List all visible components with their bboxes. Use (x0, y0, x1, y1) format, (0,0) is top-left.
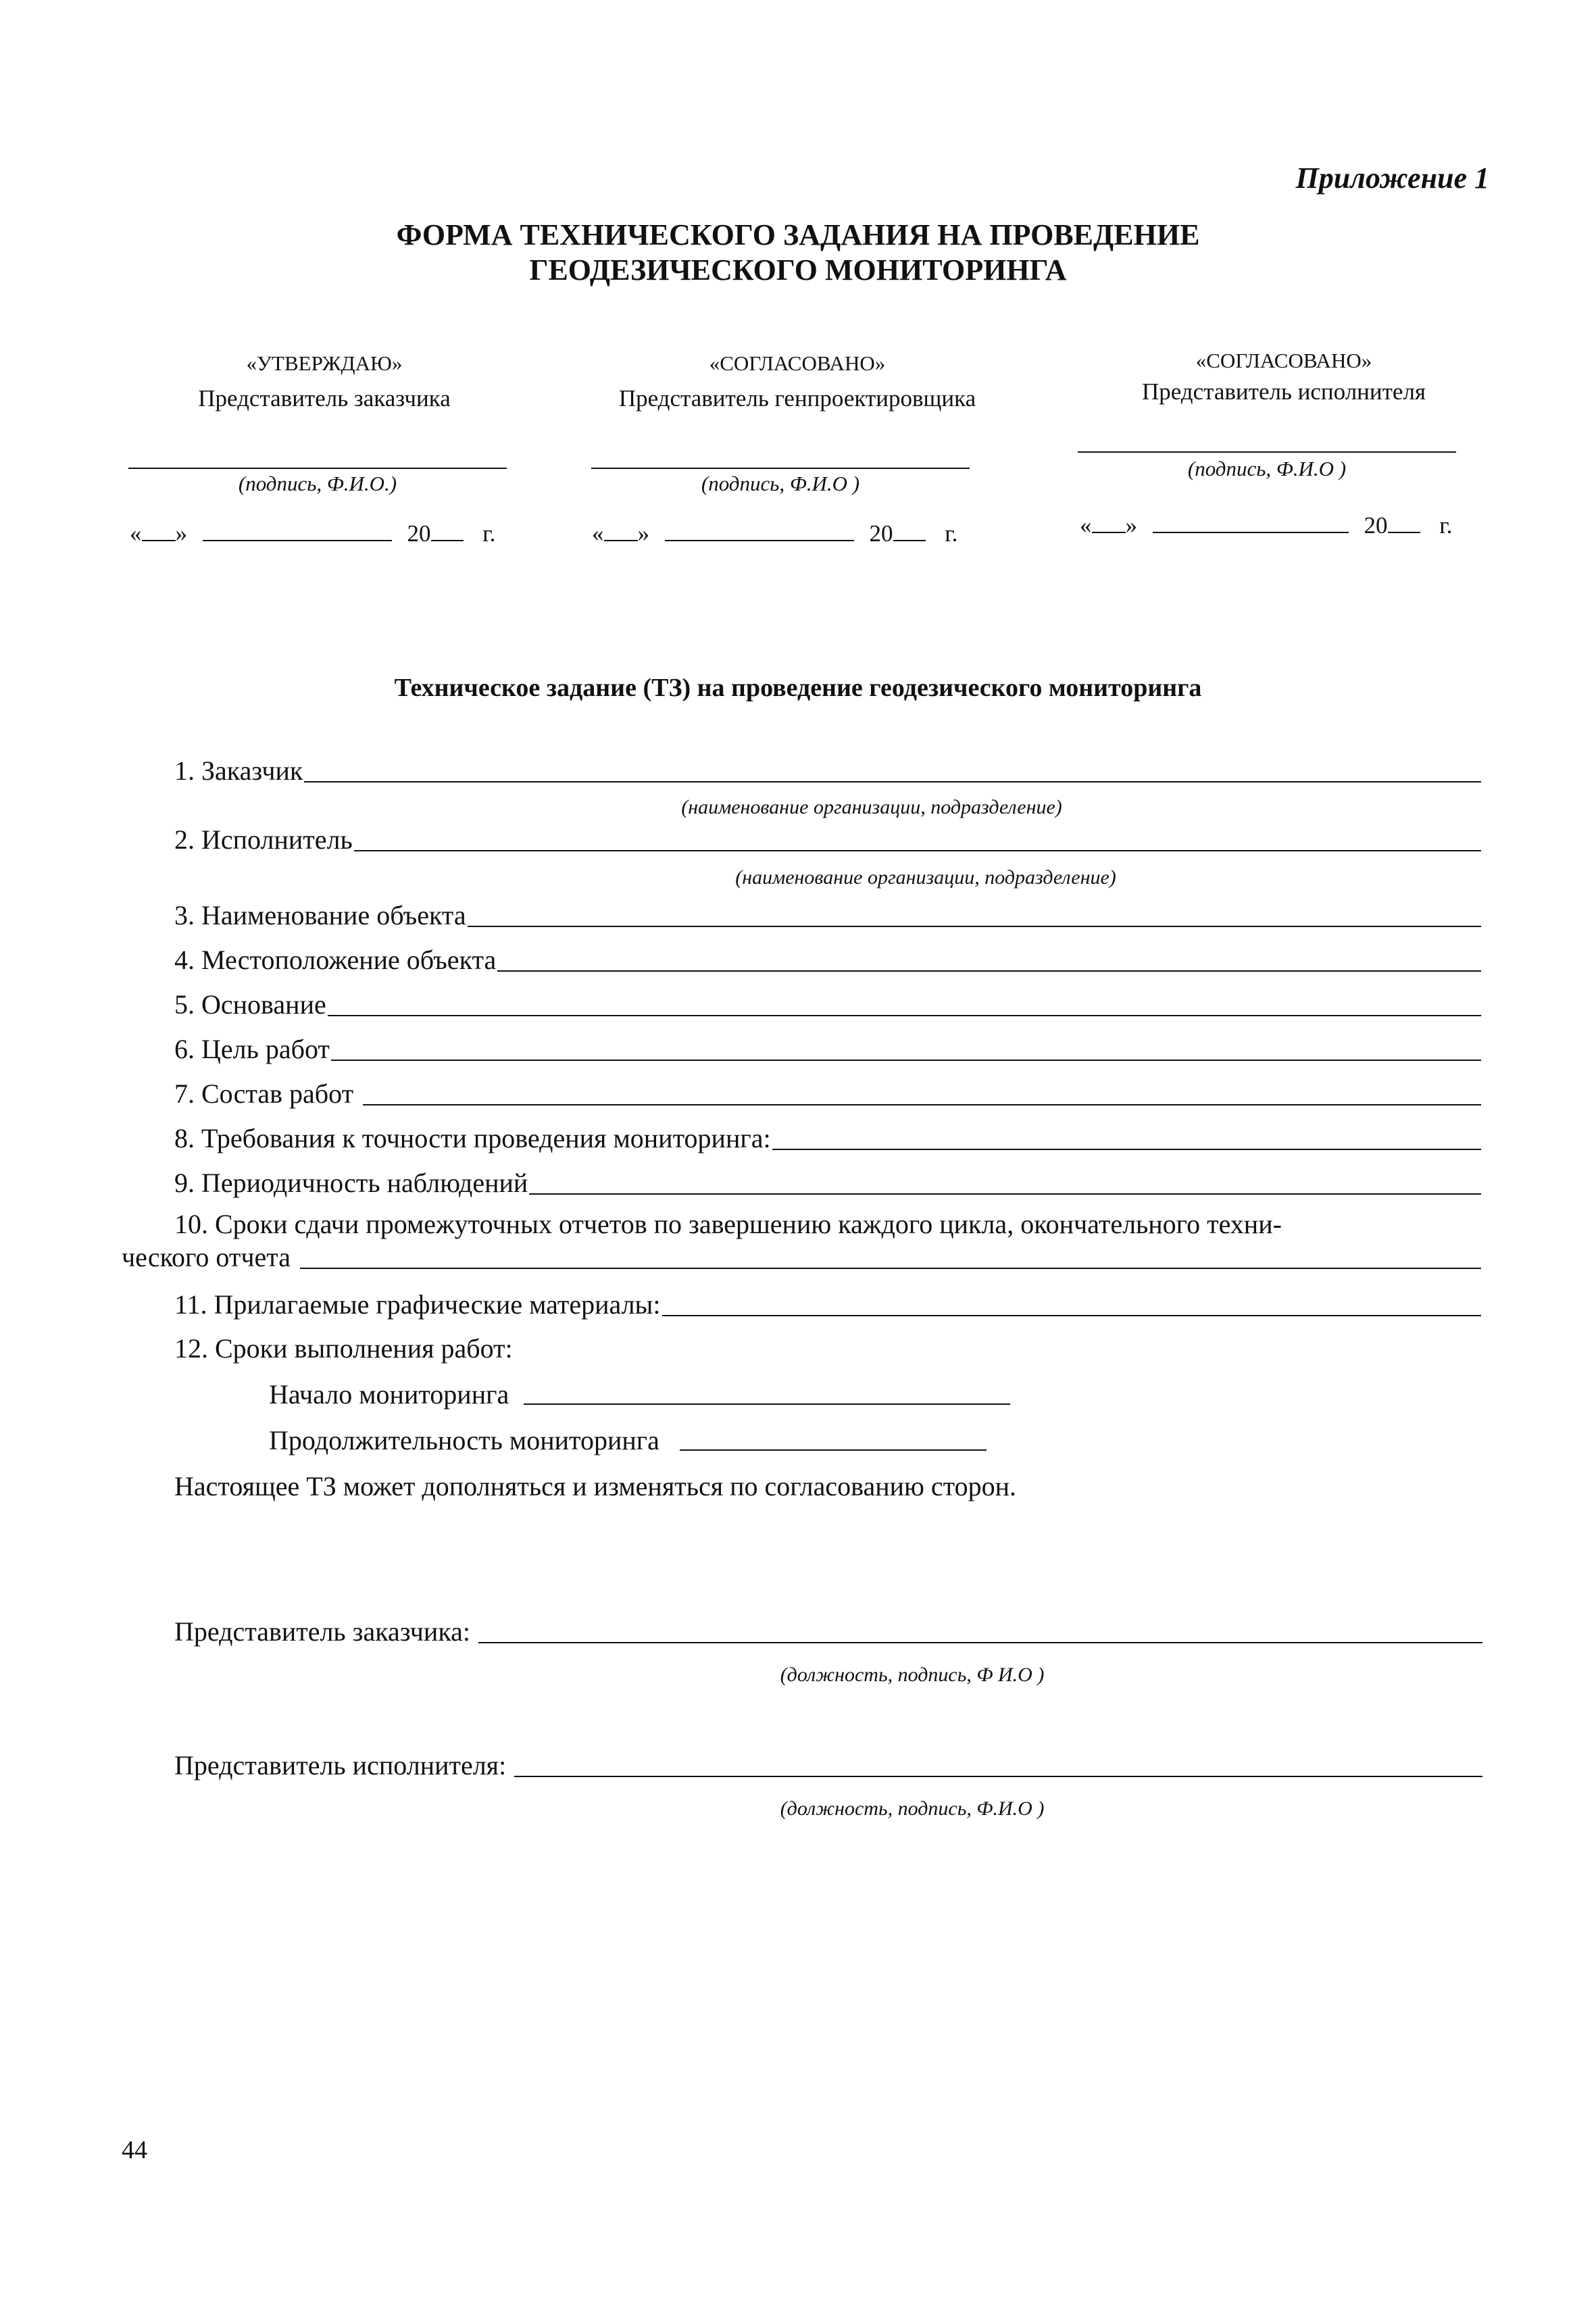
approval-head: «УТВЕРЖДАЮ» (246, 351, 403, 375)
field-label: Начало мониторинга (269, 1379, 509, 1410)
field-deadlines[interactable] (122, 1242, 1481, 1273)
signature-caption: (подпись, Ф.И.О ) (1187, 457, 1347, 480)
signature-caption: (подпись, Ф.И.О ) (701, 472, 860, 495)
approval-date-executor[interactable] (1080, 512, 1452, 539)
day-blank[interactable] (604, 522, 638, 541)
approval-customer (122, 351, 527, 412)
signature-hint: (должность, подпись, Ф И.О ) (780, 1664, 1045, 1686)
field-label: 4. Местоположение объекта (174, 945, 497, 975)
signature-customer[interactable] (174, 1616, 1482, 1647)
signature-line[interactable] (591, 468, 970, 469)
signature-line[interactable] (514, 1776, 1482, 1777)
field-duration[interactable] (269, 1424, 987, 1456)
tz-subtitle: Техническое задание (ТЗ) на проведение геодезического мониторинга (394, 674, 1202, 702)
approval-date-customer[interactable] (130, 520, 495, 547)
month-blank[interactable] (665, 522, 854, 541)
field-label: 1. Заказчик (174, 755, 303, 786)
page-number: 44 (122, 2136, 147, 2164)
field-terms-label: 12. Сроки выполнения работ: (174, 1333, 513, 1364)
approval-role: Представитель генпроектировщика (618, 385, 976, 412)
quote-open: « (592, 520, 604, 547)
field-accuracy[interactable] (174, 1123, 1481, 1154)
year-suffix: г. (945, 520, 958, 547)
month-blank[interactable] (1153, 514, 1349, 533)
field-deadlines-label: 10. Сроки сдачи промежуточных отчетов по завершению каждого цикла, окончательного техни- (174, 1209, 1282, 1239)
signature-label: Представитель заказчика: (174, 1616, 471, 1647)
year-prefix: 20 (869, 520, 893, 547)
quote-open: « (1080, 512, 1092, 539)
field-line[interactable] (524, 1403, 1010, 1405)
field-periodicity[interactable] (174, 1168, 1481, 1199)
field-object-location[interactable] (174, 945, 1481, 976)
approval-head: «СОГЛАСОВАНО» (709, 351, 886, 375)
day-blank[interactable] (142, 522, 176, 541)
field-label: 7. Состав работ (174, 1078, 354, 1109)
field-line[interactable] (300, 1268, 1481, 1269)
year-prefix: 20 (407, 520, 431, 547)
year-blank[interactable] (431, 522, 464, 541)
approval-date-general-designer[interactable] (592, 520, 957, 547)
field-line[interactable] (304, 781, 1481, 782)
field-goal[interactable] (174, 1034, 1481, 1065)
field-hint: (наименование организации, подразделение) (681, 796, 1062, 818)
signature-line[interactable] (478, 1642, 1482, 1643)
amendment-note: Настоящее ТЗ может дополняться и изменяться по согласованию сторон. (174, 1471, 1017, 1501)
form-title-line2: ГЕОДЕЗИЧЕСКОГО МОНИТОРИНГА (529, 253, 1067, 287)
field-label: 3. Наименование объекта (174, 900, 466, 930)
field-customer[interactable] (174, 755, 1481, 787)
signature-label: Представитель исполнителя: (174, 1750, 507, 1781)
year-prefix: 20 (1364, 512, 1388, 539)
approval-general-designer (595, 351, 1000, 412)
field-line[interactable] (772, 1149, 1481, 1150)
field-label: ческого отчета (122, 1242, 291, 1272)
field-line[interactable] (354, 850, 1481, 851)
year-suffix: г. (1439, 512, 1453, 539)
field-line[interactable] (529, 1193, 1481, 1195)
field-graphics[interactable] (174, 1289, 1481, 1320)
year-suffix: г. (482, 520, 496, 547)
signature-executor[interactable] (174, 1750, 1482, 1781)
field-line[interactable] (497, 970, 1481, 972)
quote-close: » (1125, 512, 1137, 539)
signature-caption: (подпись, Ф.И.О.) (238, 472, 397, 495)
signature-hint: (должность, подпись, Ф.И.О ) (780, 1797, 1045, 1820)
field-line[interactable] (662, 1315, 1481, 1316)
field-object-name[interactable] (174, 900, 1481, 931)
field-start[interactable] (269, 1378, 1010, 1410)
signature-line[interactable] (128, 468, 507, 469)
field-line[interactable] (468, 926, 1481, 927)
field-label: 5. Основание (174, 989, 326, 1020)
approval-role: Представитель заказчика (198, 385, 451, 412)
signature-line[interactable] (1078, 451, 1456, 453)
quote-close: » (175, 520, 187, 547)
field-line[interactable] (331, 1060, 1481, 1061)
year-blank[interactable] (1388, 514, 1420, 533)
appendix-label: Приложение 1 (1295, 161, 1489, 195)
field-hint: (наименование организации, подразделение) (735, 866, 1116, 889)
field-executor[interactable] (174, 824, 1481, 855)
day-blank[interactable] (1092, 514, 1126, 533)
field-label: 6. Цель работ (174, 1034, 330, 1064)
field-label: 8. Требования к точности проведения мониторинга: (174, 1123, 771, 1153)
field-label: 11. Прилагаемые графические материалы: (174, 1289, 661, 1320)
field-line[interactable] (680, 1449, 987, 1451)
quote-close: » (637, 520, 649, 547)
field-basis[interactable] (174, 989, 1481, 1020)
month-blank[interactable] (203, 522, 392, 541)
field-label: 9. Периодичность наблюдений (174, 1168, 528, 1198)
field-line[interactable] (328, 1015, 1481, 1016)
field-label: 2. Исполнитель (174, 824, 353, 855)
field-composition[interactable] (174, 1078, 1481, 1110)
field-label: Продолжительность мониторинга (269, 1425, 659, 1455)
year-blank[interactable] (893, 522, 926, 541)
field-line[interactable] (363, 1104, 1481, 1105)
approval-executor (1081, 349, 1487, 405)
approval-role: Представитель исполнителя (1141, 378, 1426, 405)
quote-open: « (130, 520, 142, 547)
approval-head: «СОГЛАСОВАНО» (1195, 349, 1372, 372)
form-title-line1: ФОРМА ТЕХНИЧЕСКОГО ЗАДАНИЯ НА ПРОВЕДЕНИЕ (396, 218, 1200, 251)
